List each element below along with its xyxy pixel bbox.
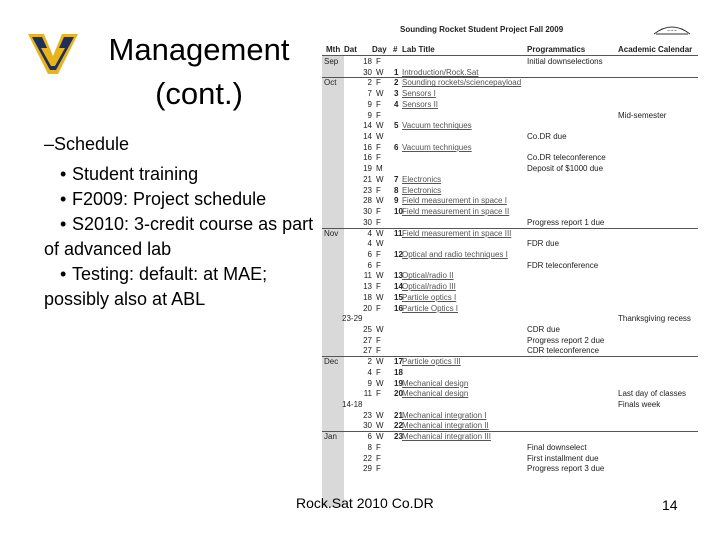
row-lab-number: 21 (394, 410, 403, 420)
schedule-row (320, 100, 700, 111)
row-weekday: F (376, 335, 381, 345)
row-weekday: W (376, 325, 384, 334)
row-weekday: W (376, 378, 384, 388)
schedule-row (320, 282, 700, 293)
row-weekday: W (376, 292, 384, 302)
row-weekday: F (376, 99, 381, 109)
row-lab-title: Field measurement in space II (402, 207, 510, 217)
schedule-title: Sounding Rocket Student Project Fall 2009 (400, 25, 564, 34)
row-date: 4 (367, 228, 372, 238)
row-programmatics: Progress report 2 due (527, 335, 605, 345)
schedule-row (320, 78, 700, 89)
row-month: Dec (324, 357, 339, 367)
schedule-row (320, 111, 700, 122)
row-lab-title: Optical/radio II (402, 271, 454, 281)
row-lab-title: Vacuum techniques (402, 142, 472, 152)
row-date: 27 (363, 335, 372, 345)
row-academic: Thanksgiving recess (618, 314, 691, 324)
row-programmatics: Deposit of $1000 due (527, 164, 604, 174)
row-lab-number: 15 (394, 292, 403, 302)
schedule-row (320, 207, 700, 218)
row-weekday: W (376, 132, 384, 142)
bullet-list (44, 132, 319, 312)
row-weekday: F (376, 303, 381, 313)
row-date: 28 (363, 196, 372, 206)
row-lab-number: 16 (394, 303, 403, 313)
schedule-row (320, 357, 700, 368)
row-date: 16 (363, 153, 372, 163)
row-lab-number: 2 (394, 78, 399, 88)
row-weekday: W (376, 432, 384, 442)
row-weekday: W (376, 410, 384, 420)
row-lab-title: Particle Optics I (402, 303, 459, 313)
title-line-2: (cont.) (155, 76, 243, 111)
row-date: 7 (367, 89, 372, 99)
schedule-row (320, 186, 700, 197)
row-academic: Finals week (618, 400, 661, 410)
slide-title (86, 28, 312, 116)
row-weekday: W (376, 67, 384, 77)
row-month: Jan (324, 432, 337, 442)
row-date: 29 (363, 464, 372, 474)
row-lab-title: Field measurement in space III (402, 228, 512, 238)
row-lab-title: Optical and radio techniques I (402, 249, 508, 259)
row-lab-number: 3 (394, 89, 399, 99)
row-lab-title: Mechanical design (402, 378, 469, 388)
row-date: 18 (363, 292, 372, 302)
row-date: 30 (363, 217, 372, 227)
row-programmatics: First installment due (527, 453, 599, 463)
schedule-row (320, 153, 700, 164)
title-line-1: Management (108, 32, 290, 67)
row-lab-title: Field measurement in space I (402, 196, 507, 206)
row-date: 16 (363, 142, 372, 152)
row-lab-title: Mechanical integration II (402, 421, 489, 431)
schedule-row (320, 325, 700, 336)
bullet-item: • F2009: Project schedule (60, 189, 267, 209)
col-acad: Academic Calendar (618, 45, 693, 54)
row-weekday: F (376, 207, 381, 217)
row-date: 22 (363, 453, 372, 463)
row-programmatics: FDR due (527, 239, 560, 249)
row-weekday: F (376, 57, 381, 66)
row-date: 30 (363, 421, 372, 431)
row-weekday: F (376, 282, 381, 292)
row-lab-number: 18 (394, 367, 403, 377)
schedule-row (320, 379, 700, 390)
row-weekday: W (376, 239, 384, 249)
bullet-item: • S2010: 3-credit course as part of advanced lab (44, 214, 314, 259)
row-lab-number: 6 (394, 142, 399, 152)
row-lab-number: 10 (394, 207, 403, 217)
bullet-item: • Testing: default: at MAE; possibly also at ABL (44, 264, 268, 309)
row-programmatics: Final downselect (527, 442, 587, 452)
row-date: 23 (363, 185, 372, 195)
row-programmatics: Progress report 3 due (527, 464, 605, 474)
header-rule (322, 55, 698, 56)
row-academic: Last day of classes (618, 389, 687, 399)
col-lab: Lab Title (402, 45, 435, 54)
row-weekday: W (376, 421, 384, 431)
row-programmatics: Progress report 1 due (527, 217, 605, 227)
row-lab-title: Electronics (402, 185, 442, 195)
schedule-row (320, 368, 700, 379)
row-date: 6 (367, 260, 372, 270)
row-weekday: F (376, 346, 381, 356)
row-lab-number: 22 (394, 421, 403, 431)
row-date: 4 (367, 239, 372, 249)
schedule-row (320, 336, 700, 347)
row-weekday: F (376, 260, 381, 270)
wv-logo-icon (28, 28, 78, 78)
row-date: 27 (363, 346, 372, 356)
row-weekday: F (376, 442, 381, 452)
row-programmatics: Initial downselections (527, 57, 603, 66)
schedule-row (320, 400, 700, 411)
row-date: 9 (367, 378, 372, 388)
row-date: 4 (367, 367, 372, 377)
col-prog: Programmatics (527, 45, 586, 54)
col-num: # (393, 45, 398, 54)
row-lab-title: Sensors I (402, 89, 436, 99)
draft-stamp-icon (652, 22, 692, 36)
row-lab-title: Vacuum techniques (402, 121, 472, 131)
row-lab-number: 9 (394, 196, 399, 206)
row-date: 14 (363, 132, 372, 142)
row-date: 18 (363, 57, 372, 66)
row-weekday: W (376, 121, 384, 131)
row-date: 9 (367, 110, 372, 120)
row-date: 8 (367, 442, 372, 452)
row-programmatics: CDR due (527, 325, 560, 334)
month-divider (322, 77, 698, 78)
row-programmatics: CDR teleconference (527, 346, 600, 356)
schedule-row (320, 57, 700, 68)
month-divider (322, 431, 698, 432)
row-lab-number: 11 (394, 228, 403, 238)
row-weekday: F (376, 453, 381, 463)
row-lab-title: Mechanical integration III (402, 432, 491, 442)
row-month: Oct (324, 78, 337, 88)
row-lab-number: 19 (394, 378, 403, 388)
row-date: 14-18 (342, 400, 363, 410)
row-lab-number: 4 (394, 99, 399, 109)
row-date: 20 (363, 303, 372, 313)
col-dat: Dat (344, 45, 357, 54)
row-weekday: F (376, 78, 381, 88)
row-date: 30 (363, 207, 372, 217)
row-date: 13 (363, 282, 372, 292)
schedule-row (320, 411, 700, 422)
row-weekday: F (376, 142, 381, 152)
schedule-row (320, 229, 700, 240)
row-lab-number: 1 (394, 67, 399, 77)
schedule-row (320, 132, 700, 143)
schedule-row (320, 164, 700, 175)
row-lab-number: 12 (394, 249, 403, 259)
schedule-row (320, 304, 700, 315)
row-lab-title: Mechanical integration I (402, 410, 487, 420)
row-lab-number: 8 (394, 185, 399, 195)
month-divider (322, 356, 698, 357)
bullet-schedule: –Schedule (44, 134, 130, 154)
row-programmatics: Co.DR due (527, 132, 567, 142)
schedule-table (320, 22, 700, 482)
row-lab-number: 17 (394, 357, 403, 367)
row-date: 23-29 (342, 314, 363, 324)
row-lab-title: Particle optics I (402, 292, 457, 302)
row-weekday: F (376, 153, 381, 163)
row-weekday: F (376, 110, 381, 120)
row-weekday: F (376, 464, 381, 474)
row-lab-number: 5 (394, 121, 399, 131)
row-programmatics: FDR teleconference (527, 260, 599, 270)
row-academic: Mid-semester (618, 110, 667, 120)
schedule-row (320, 121, 700, 132)
footer-text: Rock.Sat 2010 Co.DR (296, 495, 434, 511)
schedule-row (320, 196, 700, 207)
row-date: 6 (367, 249, 372, 259)
row-weekday: F (376, 389, 381, 399)
row-lab-title: Electronics (402, 174, 442, 184)
schedule-row (320, 464, 700, 475)
row-weekday: W (376, 89, 384, 99)
row-weekday: F (376, 217, 381, 227)
row-date: 6 (367, 432, 372, 442)
row-lab-title: Optical/radio III (402, 282, 456, 292)
row-weekday: W (376, 271, 384, 281)
row-lab-number: 13 (394, 271, 403, 281)
schedule-row (320, 293, 700, 304)
row-date: 21 (363, 174, 372, 184)
row-weekday: M (376, 164, 383, 174)
schedule-row (320, 314, 700, 325)
row-lab-title: Mechanical design (402, 389, 469, 399)
row-programmatics: Co.DR teleconference (527, 153, 606, 163)
row-date: 23 (363, 410, 372, 420)
row-date: 25 (363, 325, 372, 334)
col-day: Day (372, 45, 387, 54)
month-divider (322, 228, 698, 229)
row-date: 14 (363, 121, 372, 131)
row-date: 11 (363, 271, 372, 281)
row-weekday: W (376, 174, 384, 184)
row-lab-number: 14 (394, 282, 403, 292)
row-date: 19 (363, 164, 372, 174)
schedule-row (320, 143, 700, 154)
col-mth: Mth (326, 45, 341, 54)
row-lab-title: Particle optics III (402, 357, 461, 367)
schedule-row (320, 432, 700, 443)
row-weekday: F (376, 249, 381, 259)
row-date: 2 (367, 78, 372, 88)
schedule-row (320, 89, 700, 100)
row-weekday: F (376, 367, 381, 377)
schedule-row (320, 175, 700, 186)
schedule-row (320, 443, 700, 454)
row-date: 11 (363, 389, 372, 399)
schedule-row (320, 454, 700, 465)
row-lab-title: Introduction/Rock.Sat (402, 67, 479, 77)
bullet-item: • Student training (60, 164, 199, 184)
row-lab-number: 23 (394, 432, 403, 442)
row-weekday: W (376, 228, 384, 238)
schedule-row (320, 261, 700, 272)
row-lab-title: Sounding rockets/sciencepayload (402, 78, 522, 88)
row-date: 30 (363, 67, 372, 77)
row-lab-number: 20 (394, 389, 403, 399)
schedule-row (320, 250, 700, 261)
row-weekday: W (376, 357, 384, 367)
row-lab-number: 7 (394, 174, 399, 184)
row-month: Nov (324, 228, 339, 238)
page-number: 14 (662, 497, 678, 513)
schedule-row (320, 239, 700, 250)
row-date: 2 (367, 357, 372, 367)
schedule-row (320, 271, 700, 282)
row-weekday: W (376, 196, 384, 206)
schedule-row (320, 389, 700, 400)
row-month: Sep (324, 57, 339, 66)
row-weekday: F (376, 185, 381, 195)
svg-text:~~~: ~~~ (666, 28, 678, 33)
row-lab-title: Sensors II (402, 99, 439, 109)
row-date: 9 (367, 99, 372, 109)
